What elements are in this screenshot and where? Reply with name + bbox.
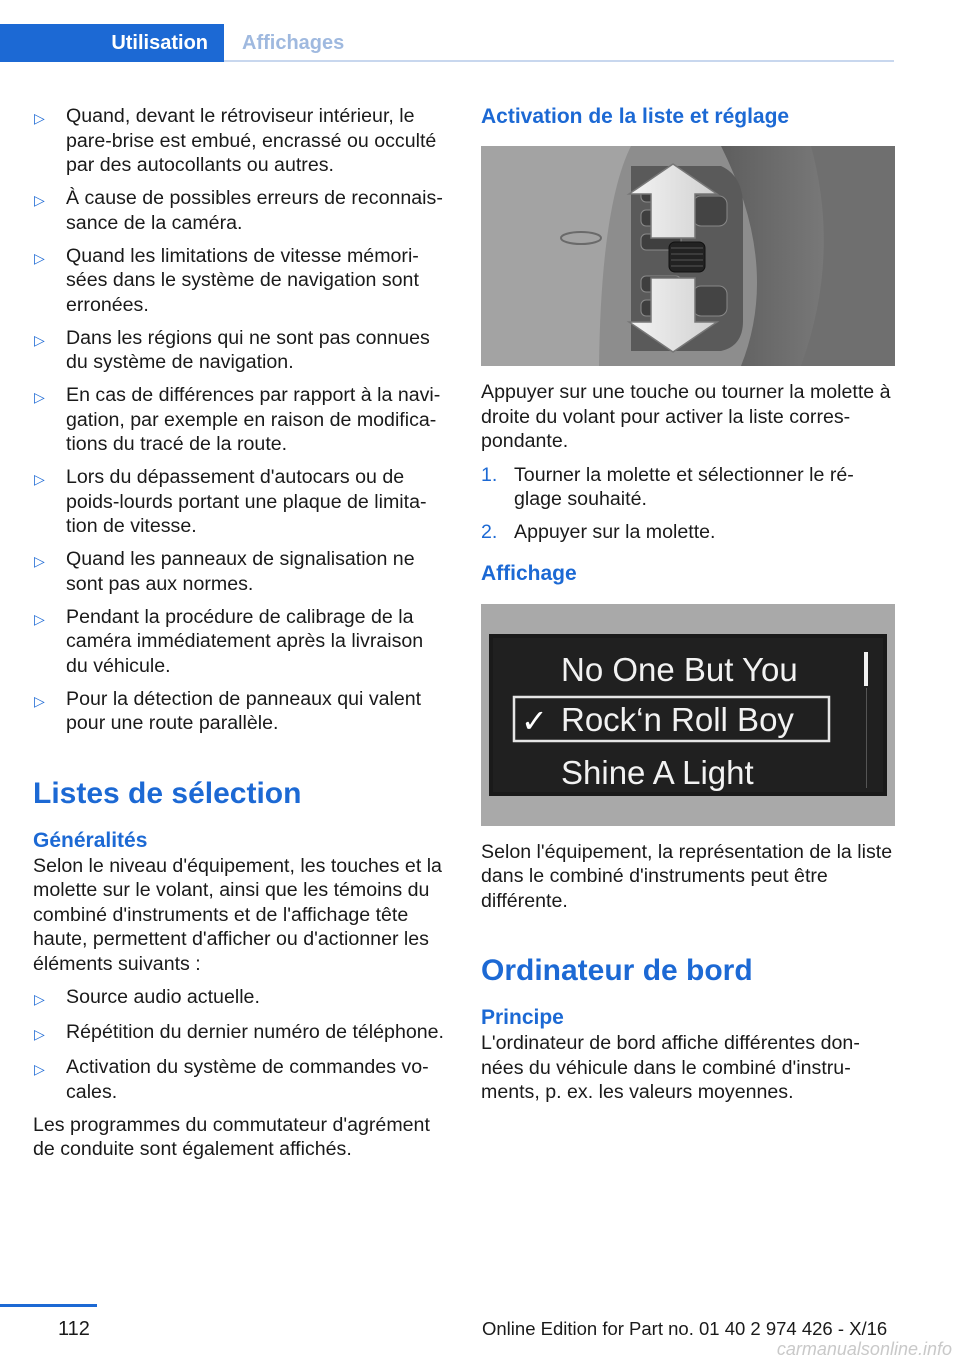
list-item: ▷ À cause de possibles erreurs de reconnaissance de la caméra.	[34, 187, 443, 234]
list-display-illustration	[481, 604, 895, 826]
triangle-bullet-icon: ▷	[34, 1061, 45, 1077]
list-item: ▷ Source audio actuelle.	[33, 985, 449, 1012]
triangle-bullet-icon: ▷	[34, 1026, 45, 1042]
outro-paragraph: Les programmes du commutateur d'agrément de conduite sont également affichés.	[33, 1113, 430, 1160]
triangle-bullet-icon: ▷	[34, 192, 45, 208]
list-item: ▷ Pour la détection de panneaux qui valent pour une route parallèle.	[34, 687, 422, 734]
instrument-list-display-image	[481, 604, 895, 826]
list-item: 1. Tourner la molette et sélectionner le réglage souhaité.	[481, 463, 854, 510]
list-item: ▷ Dans les régions qui ne sont pas connues du système de navigation.	[34, 326, 430, 373]
subsection-title-activation: Activation de la liste et réglage	[481, 105, 790, 128]
list-item: ▷ Répétition du dernier numéro de téléphone.	[33, 1020, 449, 1047]
right-column	[481, 104, 895, 1105]
subsection-title-affichage: Affichage	[481, 561, 577, 585]
section-title-listes: Listes de sélection	[33, 776, 302, 810]
activation-paragraph: Appuyer sur une touche ou tourner la molette à droite du volant pour activer la liste correspondante.	[481, 381, 891, 452]
list-item: ▷ Activation du système de commandes vocales.	[34, 1056, 429, 1103]
list-item: ▷ Quand les panneaux de signalisation ne sont pas aux normes.	[34, 548, 415, 595]
page-header	[0, 0, 960, 64]
display-scrollbar	[864, 652, 868, 686]
triangle-bullet-icon: ▷	[34, 331, 45, 348]
display-caption: Selon l'équipement, la représentation de la liste dans le combiné d'instruments peut être différente.	[481, 840, 893, 912]
tab-affichages[interactable]: Affichages	[242, 31, 345, 54]
section-title-ordinateur: Ordinateur de bord	[481, 954, 753, 987]
triangle-bullet-icon: ▷	[34, 991, 45, 1007]
triangle-bullet-icon: ▷	[34, 692, 45, 709]
element-list	[33, 985, 449, 1104]
steering-wheel-image	[481, 146, 895, 366]
triangle-bullet-icon: ▷	[34, 249, 45, 266]
list-item: 2. Appuyer sur la molette.	[481, 521, 716, 543]
list-item: ▷ Lors du dépassement d'autocars ou de poids-lourds portant une plaque de limitation de vitesse.	[34, 466, 427, 537]
watermark: carmanualsonline.info	[776, 1339, 952, 1359]
subsection-title-principe: Principe	[481, 1006, 564, 1029]
steps-list	[481, 463, 895, 545]
triangle-bullet-icon: ▷	[34, 610, 45, 627]
tab-utilisation[interactable]: Utilisation	[0, 24, 224, 62]
triangle-bullet-icon: ▷	[34, 471, 45, 487]
principe-paragraph: L'ordinateur de bord affiche différentes données du véhicule dans le combiné d'instruments, p. ex. les valeurs moyennes.	[481, 1032, 860, 1103]
triangle-bullet-icon: ▷	[34, 110, 45, 126]
subsection-title-generalites: Généralités	[33, 828, 148, 852]
check-icon: ✓	[521, 701, 548, 740]
footer-divider	[0, 1304, 97, 1307]
list-item: ▷ Pendant la procédure de calibrage de la caméra immédiatement après la livraison du véhicule.	[34, 605, 424, 677]
steering-wheel-illustration	[481, 146, 895, 366]
triangle-bullet-icon: ▷	[34, 389, 45, 405]
left-column	[33, 104, 449, 1162]
list-item: ▷ En cas de différences par rapport à la navigation, par exemple en raison de modifications du tracé de la route.	[34, 384, 441, 455]
list-item: ▷ Quand, devant le rétroviseur intérieur, le pare-brise est embué, encrassé ou occulté par des autocollants ou autres.	[34, 105, 437, 176]
triangle-bullet-icon: ▷	[34, 553, 45, 569]
list-item: ▷ Quand les limitations de vitesse mémorisées dans le système de navigation sont erronées.	[34, 244, 419, 316]
edition-text: Online Edition for Part no. 01 40 2 974 426 - X/16	[482, 1318, 888, 1339]
intro-paragraph: Selon le niveau d'équipement, les touches et la molette sur le volant, ainsi que les témoins du combiné d'instruments et de l'affichage tête haute, permettent d'afficher ou d'actionner les éléments suivants :	[33, 854, 442, 975]
display-item-2: Rock‘n Roll Boy	[561, 700, 794, 738]
display-item-3: Shine A Light	[561, 753, 754, 791]
condition-list	[33, 104, 449, 736]
header-divider	[224, 60, 894, 62]
page-number: 112	[58, 1318, 90, 1340]
display-item-1: No One But You	[561, 650, 798, 688]
